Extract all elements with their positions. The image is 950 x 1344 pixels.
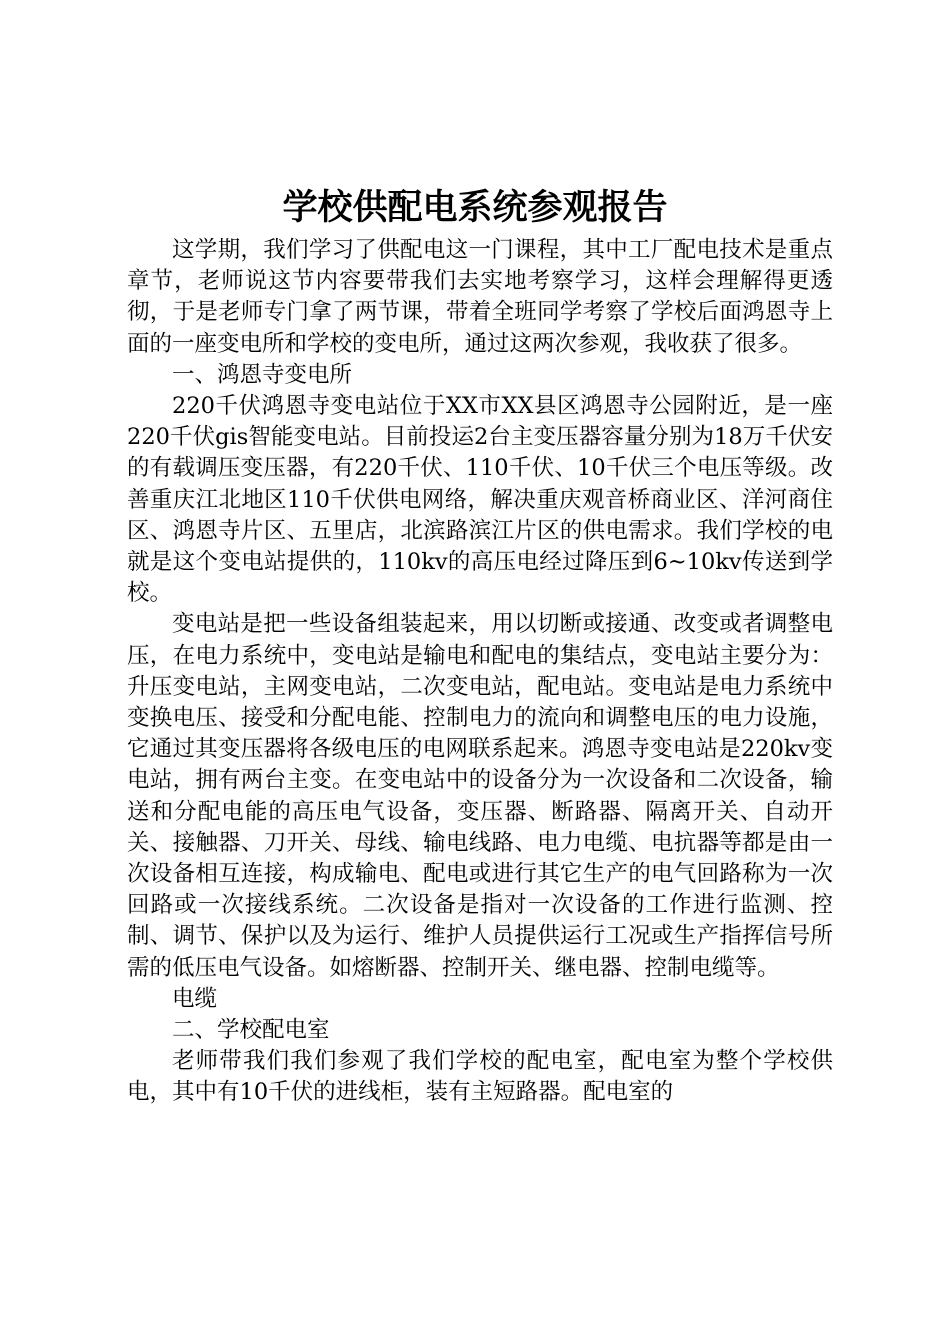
section-heading-school-room: 二、学校配电室 (172, 1017, 330, 1044)
paragraph-substation-location: 220千伏鸿恩寺变电站位于XX市XX县区鸿恩寺公园附近，是一座220千伏gis智能变电站。目前投运2台主变压器容量分别为18万千伏安的有载调压变压器，有220千伏、110千伏、10千伏三个电压等级。改善重庆江北地区110千伏供电网络，解决重庆观音桥商业区、洋河商住区、鸿恩寺片区、五里店，北滨路滨江片区的供电需求。我们学校的电就是这个变电站提供的，110kv的高压电经过降压到6~10kv传送到学校。 (127, 393, 833, 607)
paragraph-substation-description: 变电站是把一些设备组装起来，用以切断或接通、改变或者调整电压，在电力系统中，变电站是输电和配电的集结点，变电站主要分为：升压变电站，主网变电站，二次变电站，配电站。变电站是电力系统中变换电压、接受和分配电能、控制电力的流向和调整电压的电力设施，它通过其变压器将各级电压的电网联系起来。鸿恩寺变电站是220kv变电站，拥有两台主变。在变电站中的设备分为一次设备和二次设备，输送和分配电能的高压电气设备，变压器、断路器、隔离开关、自动开关、接触器、刀开关、母线、输电线路、电力电缆、电抗器等都是由一次设备相互连接，构成输电、配电或进行其它生产的电气回路称为一次回路或一次接线系统。二次设备是指对一次设备的工作进行监测、控制、调节、保护以及为运行、维护人员提供运行工况或生产指挥信号所需的低压电气设备。如熔断器、控制开关、继电器、控制电缆等。 (127, 611, 833, 981)
section-heading-substation: 一、鸿恩寺变电所 (172, 361, 353, 388)
paragraph-intro: 这学期，我们学习了供配电这一门课程，其中工厂配电技术是重点章节，老师说这节内容要带我们去实地考察学习，这样会理解得更透彻，于是老师专门拿了两节课，带着全班同学考察了学校后面鸿恩寺上面的一座变电所和学校的变电所，通过这两次参观，我收获了很多。 (127, 237, 833, 357)
paragraph-cable: 电缆 (172, 985, 218, 1012)
paragraph-school-room: 老师带我们我们参观了我们学校的配电室，配电室为整个学校供电，其中有10千伏的进线柜，装有主短路器。配电室的 (127, 1048, 833, 1106)
document-title: 学校供配电系统参观报告 (282, 188, 668, 228)
document-body (127, 235, 833, 1109)
